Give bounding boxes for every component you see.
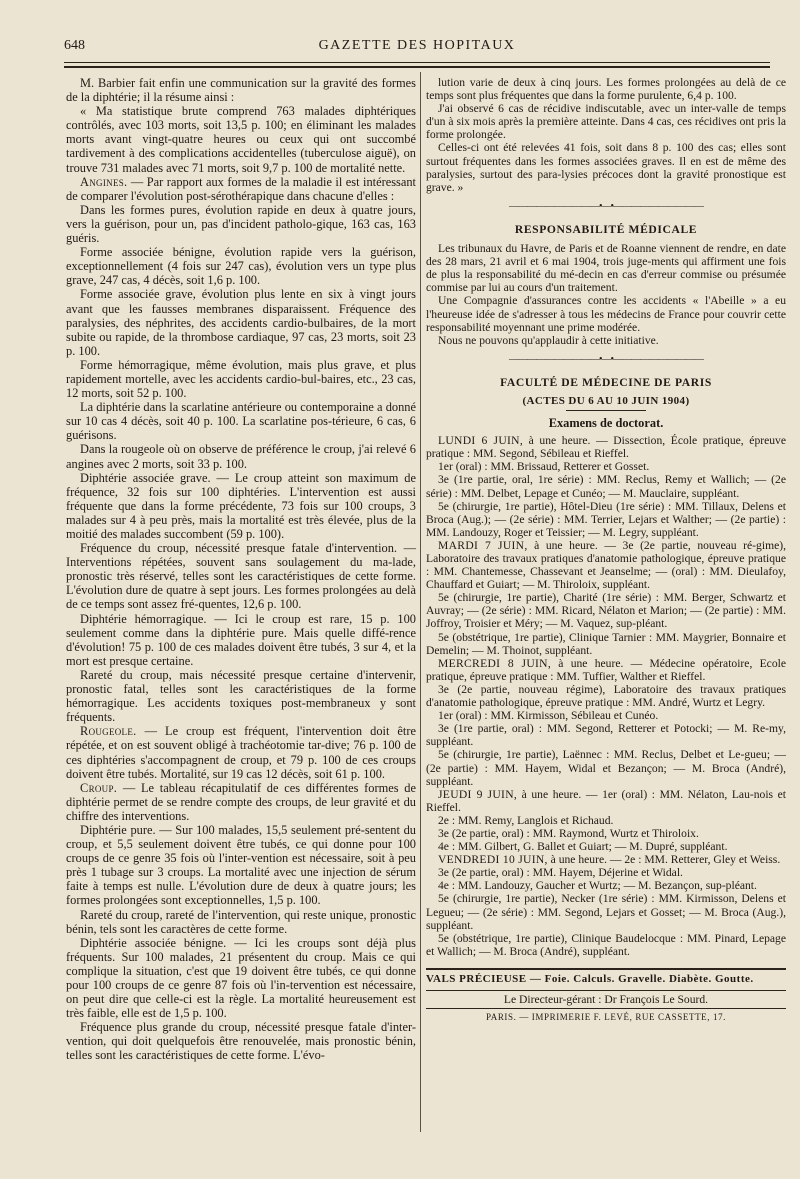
left-paragraph [66,245,416,287]
left-paragraph-text: Forme associée bénigne, évolution rapide vers la guérison, exceptionnellement (4 fois sur 247 cas), évolution vers un type plus grave, 247 cas, 4 décès, soit 1,6 p. 100. [66,245,416,288]
exam-entry-text: 3e (1re partie, oral) : MM. Segond, Retterer et Potocki; — M. Re-my, suppléant. [426,722,786,749]
right-paragraph-text: lution varie de deux à cinq jours. Les formes prolongées au delà de ce temps sont plus fréquentes que dans la forme purulente, 6,4 p. 100. [426,76,786,103]
left-paragraph [66,612,416,668]
exam-entry-text: 3e (2e partie, nouveau régime), Laboratoire des travaux pratiques d'anatomie pathologique, épreuve pratique : MM. André, Wurtz et Legry. [426,682,786,710]
right-paragraph [426,76,786,102]
section-title-responsabilite: RESPONSABILITÉ MÉDICALE [514,222,698,236]
left-paragraph-lead: Angines. [80,174,128,189]
left-paragraph-text: Diphtérie pure. — Sur 100 malades, 15,5 seulement pré-sentent du croup, et 5,5 seulement doivent être tubés, ce qui donne pour 100 croups de ce genre 35 fois où l'inter-vention est nécessaire, soit à peu près 1 tubage sur 3 croups. La mortalité avec une injection de sérum faite à temps est nulle. L'évolution dure de deux à quatre jours; les formes prolongées sont exceptionnelles, 1,5 p. 100. [66,822,416,908]
left-paragraph [66,175,416,203]
header-rule [64,62,770,63]
exam-entry-text: à une heure. — 1er (oral) : MM. Nélaton, Lau-nois et Rieffel. [426,787,786,814]
page-number: 648 [64,38,85,53]
left-paragraph-text: La diphtérie dans la scarlatine antérieure ou contemporaine a donné sur 10 cas 4 décès, soit 40 p. 100. La scarlatine pos-térieure, 6 cas, 6 guérisons. [66,400,416,443]
exam-entry [426,434,786,460]
page-header [64,38,770,58]
advert-line: VALS PRÉCIEUSE — Foie. Calculs. Gravelle. Diabète. Goutte. [426,968,786,986]
exam-entry [426,827,786,840]
exam-entry-text: à une heure. — 2e : MM. Retterer, Gley et Weiss. [547,853,781,867]
exam-entry [426,722,786,748]
left-paragraph-text: « Ma statistique brute comprend 763 malades diphtériques contrôlés, avec 103 morts, soit 13,5 p. 100; en éliminant les malades morts avant vingt-quatre heures ou ceux qui ont succombé tardivement à des complications accidentelles (tuberculose aiguë), on trouve 731 malades avec 71 morts, soit 9,7 p. 100 de mortalité nette. [66,104,416,175]
exam-entry [426,814,786,827]
exam-entry [426,892,786,931]
exam-entry [426,879,786,892]
responsabilite-paragraph-text: Nous ne pouvons qu'applaudir à cette initiative. [438,333,659,347]
responsabilite-body [426,242,786,347]
left-paragraph-text: Dans les formes pures, évolution rapide en deux à quatre jours, vers la guérison, pour un, pas d'incident patholo-gique, 163 cas, 163 guéris. [66,202,416,246]
left-column [66,76,416,1063]
responsabilite-paragraph-text: Une Compagnie d'assurances contre les accidents « l'Abeille » a eu l'heureuse idée de s'adresser à tous les médecins de France pour couvrir cette responsabilité moyennant une prime modérée. [426,294,786,334]
exam-entry-text: 4e : MM. Landouzy, Gaucher et Wurtz; — M. Bezançon, sup-pléant. [438,879,757,893]
responsabilite-paragraph [426,242,786,294]
exam-entry-text: 1er (oral) : MM. Kirmisson, Sébileau et Cunéo. [438,709,659,723]
exam-entry-text: 4e : MM. Gilbert, G. Ballet et Guiart; — M. Dupré, suppléant. [438,840,728,854]
exam-entry-text: 2e : MM. Remy, Langlois et Richaud. [438,813,614,827]
right-paragraph [426,141,786,193]
left-paragraph-text: Fréquence du croup, nécessité presque fatale d'intervention. — Interventions répétées, souvent sans soulagement du ma-lade, pronostic très réservé, telles sont les caractéristiques de cette forme. L'évolution dure de quatre à sept jours. Les formes prolongées au delà de ce temps sont assez fré-quentes, 12,6 p. 100. [66,541,416,612]
left-paragraph-text: Dans la rougeole où on observe de préférence le croup, j'ai relevé 6 angines avec 2 morts, soit 33 p. 100. [66,442,416,471]
left-paragraph-text: — Le tableau récapitulatif de ces différentes formes de diphtérie permet de se rendre compte des croups, de leur gravité et du chiffre des interventions. [66,780,416,823]
left-paragraph-lead: Rougeole. [80,724,137,739]
exam-entry [426,709,786,722]
section-ornament-2: ——————————•—•—————————— [508,353,703,365]
exam-entry-text: 5e (obstétrique, 1re partie), Clinique Baudelocque : MM. Pinard, Lepage et Wallich; — M. Broca (André), suppléant. [426,931,786,958]
exam-entry [426,657,786,683]
right-paragraph-text: Celles-ci ont été relevées 41 fois, soit dans 8 p. 100 des cas; elles sont surtout fréquentes dans les formes associées graves. Il en est de même des paralysies, surtout des para-lysies précoces dont la gravité pronostique est grave. » [426,141,786,194]
exam-entry-text: 3e (2e partie, oral) : MM. Hayem, Déjerine et Widal. [438,866,683,880]
left-paragraph-text: Rareté du croup, mais nécessité presque certaine d'intervenir, pronostic fatal, telles sont les caractéristiques de la forme hémorragique. Les accidents toxiques post-membraneux y sont fréquents. [66,667,416,725]
left-paragraph-text: Diphtérie associée bénigne. — Ici les croups sont déjà plus fréquents. Sur 100 malades, 21 présentent du croup. Mais ce qui complique la situation, c'est que 19 doivent être tubés, ce qui donne pour 100 croups de ce genre 87 fois où l'in-tervention est nécessaire, on peut dire que celle-ci est la règle. La mortalité heureusement est très faible, elle est de 1,5 p. 100. [66,935,416,1021]
exam-entry [426,591,786,630]
left-paragraph [66,908,416,936]
header-rule-thick [64,66,770,68]
exam-entry-text: 5e (chirurgie, 1re partie), Charité (1re série) : MM. Berger, Schwartz et Auvray; — (2e série) : MM. Ricard, Nélaton et Marion; — (2e partie) : MM. Joffroy, Troisier et Méry; — M. Vaquez, sup-pléant. [426,591,786,631]
short-rule [566,410,646,411]
left-paragraph [66,76,416,104]
left-paragraph [66,442,416,470]
exam-entry-text: à une heure. — 3e (2e partie, nouveau ré-gime), Laboratoire des travaux pratiques d'anatomie pathologique, épreuve pratique : MM. Chantemesse, Chassevant et Jeanselme; — (oral) : MM. Dieulafoy, Chauffard et Guiart; — M. Thiroloix, suppléant. [426,538,786,592]
exam-entry-lead: JEUDI 9 JUIN, [438,787,518,801]
responsabilite-paragraph-text: Les tribunaux du Havre, de Paris et de Roanne viennent de rendre, en date des 28 mars, 21 avril et 6 mai 1904, trois juge-ments qui affirment une fois de plus la responsabilité du mé-decin en cas d'erreur commise ou présumée commise par lui au cours d'un traitement. [426,242,786,295]
left-paragraph [66,1020,416,1062]
exam-entry-text: à une heure. — Médecine opératoire, Ecole pratique, épreuve pratique : MM. Tuffier, Walther et Rieffel. [426,656,786,683]
responsabilite-paragraph [426,294,786,333]
exam-entry-lead: MARDI 7 JUIN, [438,538,528,552]
printer-line: PARIS. — IMPRIMERIE F. LEVÉ, RUE CASSETTE, 17. [485,1012,727,1023]
exam-entry-text: 5e (chirurgie, 1re partie), Hôtel-Dieu (1re série) : MM. Tillaux, Delens et Broca (Aug.); — (2e série) : MM. Terrier, Lejars et Walther; — (2e partie) : MM. Landouzy, Roger et Teissier; — M. Legry, suppléant. [426,499,786,539]
exam-entry [426,631,786,657]
right-paragraph [426,102,786,141]
exam-entry [426,853,786,866]
exam-entry [426,473,786,499]
left-paragraph [66,287,416,357]
left-paragraph-lead: Croup. [80,780,118,795]
left-paragraph-text: Diphtérie hémorragique. — Ici le croup est rare, 15 p. 100 seulement comme dans la diphtérie pure. Mais quelle diffé-rence d'évolution! 75 p. 100 de ces malades doivent être tubés, 3 sur 4, et la mort est presque certaine. [66,611,416,668]
left-paragraph [66,203,416,245]
exam-entry-text: 5e (chirurgie, 1re partie), Necker (1re série) : MM. Kirmisson, Delens et Legueu; — (2e série) : MM. Segond, Lejars et Gosset; — M. Broca (Aug.), suppléant. [426,892,786,932]
exam-entry [426,683,786,709]
left-paragraph [66,823,416,908]
left-paragraph-text: Fréquence plus grande du croup, nécessité presque fatale d'inter-vention, qui doit quelquefois être renouvelée, mais pronostic bénin, telles sont les caractéristiques de cette forme. L'évo- [66,1020,416,1063]
exam-entry-lead: LUNDI 6 JUIN, [438,434,524,448]
exam-entry-text: 5e (chirurgie, 1re partie), Laënnec : MM. Reclus, Delbet et Le-gueu; — (2e partie) : MM. Hayem, Widal et Bezançon; — M. Broca (André), suppléant. [426,748,786,788]
left-paragraph-text: M. Barbier fait enfin une communication sur la gravité des formes de la diphtérie; il la résume ainsi : [66,76,416,105]
left-paragraph-text: Forme associée grave, évolution plus lente en six à vingt jours avant que les fausses membranes disparaissent. Fréquence des paralysies, des néphrites, des accidents cardio-bulbaires, de la mort subite ou rapide, de la thrombose cardiaque, 97 cas, 23 morts, soit 23 p. 100. [66,287,416,358]
exam-heading: Examens de doctorat. [548,416,664,431]
left-paragraph-text: Rareté du croup, rareté de l'intervention, qui reste unique, pronostic bénin, tels sont les caractères de cette forme. [66,907,416,936]
exam-entry [426,539,786,591]
section-subtitle-faculte: (ACTES DU 6 AU 10 JUIN 1904) [522,394,690,407]
exam-entry-text: 1er (oral) : MM. Brissaud, Retterer et Gosset. [438,460,650,474]
left-paragraph-text: — Par rapport aux formes de la maladie il est intéressant de comparer l'évolution post-sérothérapique dans chacune d'elles : [66,174,416,203]
exam-entry-text: 3e (1re partie, oral, 1re série) : MM. Reclus, Remy et Wallich; — (2e série) : MM. Delbet, Lepage et Cunéo; — M. Mauclaire, suppléant. [426,473,786,500]
right-intro [426,76,786,194]
left-paragraph [66,104,416,174]
exam-entry-text: à une heure. — Dissection, École pratique, épreuve pratique : MM. Segond, Sébileau et Rieffel. [426,434,786,461]
left-paragraph [66,936,416,1021]
exam-entry-lead: VENDREDI 10 JUIN, [438,853,548,867]
exam-entry [426,788,786,814]
left-paragraph [66,781,416,823]
faculte-entries [426,434,786,958]
left-paragraph [66,358,416,400]
exam-entry-lead: MERCREDI 8 JUIN, [438,656,552,670]
exam-entry [426,748,786,787]
exam-entry [426,500,786,539]
section-title-faculte: FACULTÉ DE MÉDECINE DE PARIS [500,375,712,389]
right-paragraph-text: J'ai observé 6 cas de récidive indiscutable, avec un inter-valle de temps d'un à six mois après la première atteinte. Dans 4 cas, ces récidives ont pris la forme prolongée. [426,102,786,142]
exam-entry-text: 3e (2e partie, oral) : MM. Raymond, Wurtz et Thiroloix. [438,826,699,840]
journal-title: GAZETTE DES HOPITAUX [318,38,516,53]
exam-entry-text: 5e (obstétrique, 1re partie), Clinique Tarnier : MM. Maygrier, Bonnaire et Demelin; — M. Thoinot, suppléant. [426,630,786,657]
left-paragraph-text: — Le croup est fréquent, l'intervention doit être répétée, et on est souvent obligé à trachéotomie tar-dive; 76 p. 100 de ces diphtéries s'accompagnent de croup, et 79 p. 100 de ces croups doivent être tubés. Mortalité, sur 19 cas 12 décès, soit 61 p. 100. [66,724,416,781]
responsabilite-paragraph [426,334,786,347]
left-paragraph [66,471,416,541]
left-paragraph [66,724,416,780]
left-paragraph-text: Diphtérie associée grave. — Le croup atteint son maximum de fréquence, 32 fois sur 100 diphtéries. L'intervention est aussi fréquente que dans la forme précédente, 73 fois sur 100 croups, 3 malades sur 4 à peu près, mais la mortalité est très élevée, plus de la moitié des malades succombent (59 p. 100). [66,470,416,541]
left-paragraph [66,541,416,611]
director-line: Le Directeur-gérant : Dr François Le Sourd. [426,990,786,1009]
exam-entry [426,866,786,879]
exam-entry [426,460,786,473]
exam-entry [426,932,786,958]
right-column [426,76,786,1024]
left-paragraph [66,400,416,442]
left-paragraph-text: Forme hémorragique, même évolution, mais plus grave, et plus rapidement mortelle, avec les accidents cardio-bul-baires, etc., 23 cas, 12 morts, soit 52 p. 100. [66,357,416,401]
column-divider [420,72,421,1132]
section-ornament: ——————————•—•—————————— [508,200,703,212]
left-paragraph [66,668,416,724]
exam-entry [426,840,786,853]
